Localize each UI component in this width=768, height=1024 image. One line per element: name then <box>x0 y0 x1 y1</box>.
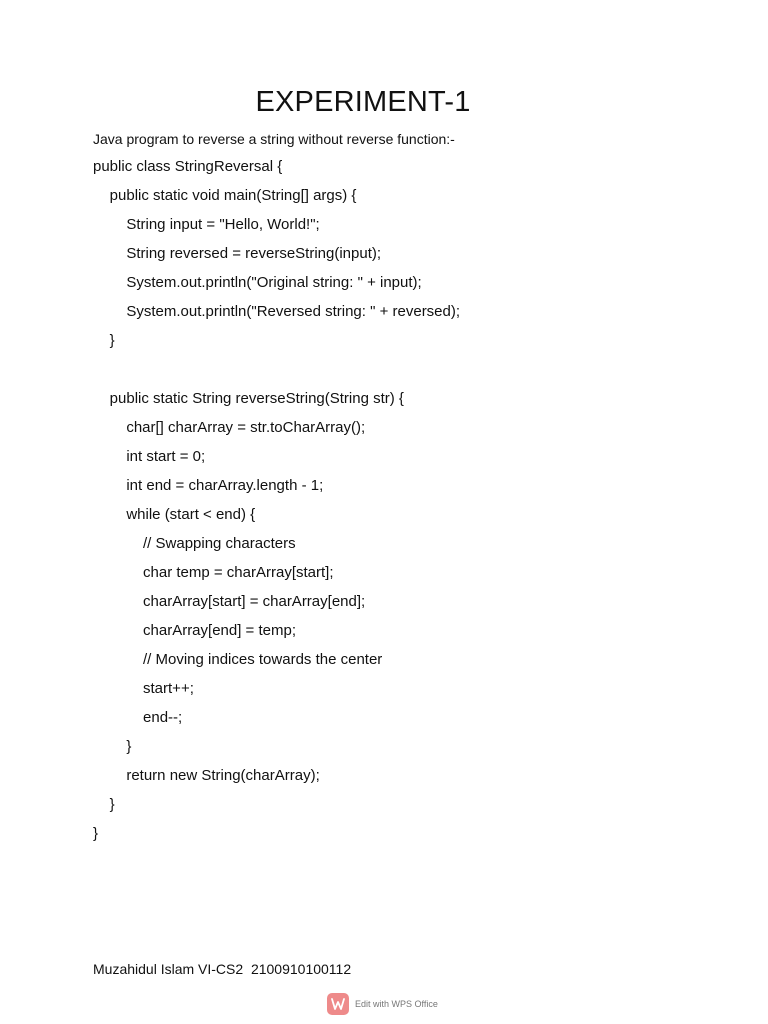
code-line: System.out.println("Original string: " + input); <box>93 274 422 291</box>
code-line: } <box>93 796 115 813</box>
code-line: return new String(charArray); <box>93 767 320 784</box>
code-line: char temp = charArray[start]; <box>93 564 334 581</box>
code-line: System.out.println("Reversed string: " + reversed); <box>93 303 461 320</box>
code-line: String reversed = reverseString(input); <box>93 245 382 262</box>
code-line: } <box>93 825 99 842</box>
wps-logo-icon <box>327 993 349 1015</box>
document-subtitle: Java program to reverse a string without reverse function:- <box>93 131 455 147</box>
code-line <box>93 359 460 388</box>
code-line: String input = "Hello, World!"; <box>93 216 320 233</box>
code-line: public static String reverseString(String str) { <box>93 390 404 407</box>
code-line: // Swapping characters <box>93 535 296 552</box>
code-line: public static void main(String[] args) { <box>93 187 357 204</box>
code-line: } <box>93 332 115 349</box>
code-line: public class StringReversal { <box>93 158 283 175</box>
code-line: while (start < end) { <box>93 506 256 523</box>
wps-watermark-text: Edit with WPS Office <box>355 999 438 1009</box>
code-line: charArray[end] = temp; <box>93 622 296 639</box>
author-footer: Muzahidul Islam VI-CS2 2100910100112 <box>93 961 352 977</box>
page-title: EXPERIMENT-1 <box>255 86 471 118</box>
code-line: start++; <box>93 680 194 697</box>
code-line: charArray[start] = charArray[end]; <box>93 593 366 610</box>
code-line: } <box>93 738 132 755</box>
code-line: int end = charArray.length - 1; <box>93 477 324 494</box>
code-line: char[] charArray = str.toCharArray(); <box>93 419 366 436</box>
code-block <box>93 156 460 852</box>
wps-watermark[interactable] <box>327 993 438 1015</box>
code-line: // Moving indices towards the center <box>93 651 383 668</box>
code-line: end--; <box>93 709 183 726</box>
code-line: int start = 0; <box>93 448 206 465</box>
